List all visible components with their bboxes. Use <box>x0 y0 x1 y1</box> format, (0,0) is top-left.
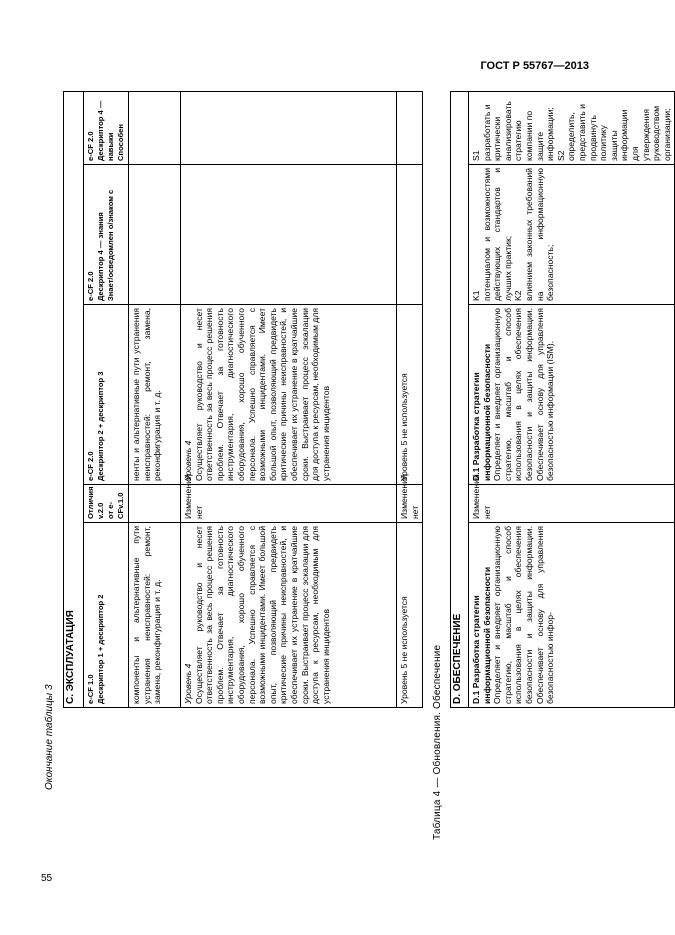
table4-c3 <box>469 305 675 485</box>
table3-row3-c4 <box>397 165 423 305</box>
table3-row1-c1: компоненты и альтернативные пути устранения неисправностей: ремонт, замена, реконфигурация и т. д. <box>129 523 181 708</box>
table3-row2-level-c1: Уровень 4 <box>183 663 193 704</box>
table3-row3-c3: Уровень 5 не используется <box>397 305 423 485</box>
table4-c1-title: D.1 Разработка стратегии информационной безопасности <box>471 566 492 704</box>
table4-c3-text: Определяет и внедряет организационную стратегию, масштаб и способ использования в целях обеспечения безопасности и защиты информации. Обеспечивает основу для управления безопасностью информации (ISM). <box>492 308 556 481</box>
table3-header-c1: e-CF 1.0 Дескриптор 1 + дескриптор 2 <box>84 523 129 708</box>
table3-header-c3: e-CF 2.0 Дескриптор 2 + дескриптор 3 <box>84 305 129 485</box>
page-number: 55 <box>41 873 53 884</box>
table3-row2-c5 <box>181 91 397 164</box>
table3-row2-level-c3: Уровень 4 <box>183 440 193 481</box>
table4 <box>450 91 675 708</box>
table3 <box>63 91 423 708</box>
table4-section-title: D. ОБЕСПЕЧЕНИЕ <box>451 91 469 707</box>
table3-header-c5: e-CF 2.0 Дескриптор 4 — навыки Способен <box>84 91 129 164</box>
table4-c4: K1 потенциалом и возможностями действующих стандартов и лучших практик; K2 влиянием законных требований на информационную безопасность; <box>469 165 675 305</box>
table3-row2-text-c3: Осуществляет руководство и несет ответственность за весь процесс решения проблем. Отвечает за готовность инструментария, диагностического оборудования, хорошо обученного персонала. Успешно справляется с возможными инцидентами. Имеет большой опыт, позволяющий предвидеть критические причины неисправностей, и обеспечивает их устранение в кратчайшие сроки. Выстраивает процесс эскалации для доступа к ресурсам, необходимым для устранения инцидентов <box>193 308 331 481</box>
table3-wrapper <box>63 92 420 708</box>
table3-row3-c2: Изменений нет <box>397 485 423 523</box>
table3-row1-c5 <box>129 91 181 164</box>
table3-row2-c4 <box>181 165 397 305</box>
table3-row3-c5 <box>397 91 423 164</box>
table4-c5: S1 разработать и критически анализировать стратегию компании по защите информации; S2 определить, представить и продвинуть политику защиты информации для утверждения руководством организации; <box>469 91 675 164</box>
document-header: ГОСТ Р 55767—2013 <box>480 60 589 72</box>
table3-row2-c3 <box>181 305 397 485</box>
table3-row2-c2: Изменений нет <box>181 485 397 523</box>
table3-header-c2: Отличия v.2.0 от e-CFv.1.0 <box>84 485 129 523</box>
table3-row1-c4 <box>129 165 181 305</box>
table4-caption: Таблица 4 — Обновления. Обеспечение <box>432 644 443 840</box>
table3-caption: Окончание таблицы 3 <box>44 684 55 790</box>
table3-row2-c1 <box>181 523 397 708</box>
table4-c3-title: D.1 Разработка стратегии информационной безопасности <box>471 343 492 481</box>
table3-row1-c3: ненты и альтернативные пути устранения неисправностей: ремонт, замена, реконфигурация и т. д. <box>129 305 181 485</box>
table4-c2: Изменений нет <box>469 485 675 523</box>
table3-row3-c1: Уровень 5 не используется <box>397 523 423 708</box>
table4-c1-text: Определяет и внедряет организационную стратегию, масштаб и способ использования в целях обеспечения безопасности и защиты информации. Обеспечивает основу для управления безопасностью инфор- <box>492 526 556 704</box>
table4-c1 <box>469 523 675 708</box>
table4-wrapper <box>450 92 672 708</box>
table3-header-c4: e-CF 2.0 Дескриптор 4 — знания Знает/осведомлен о/знаком с <box>84 165 129 305</box>
table3-row2-text-c1: Осуществляет руководство и несет ответственность за весь процесс решения проблем. Отвечает за готовность инструментария, диагностического оборудования, хорошо обученного персонала. Успешно справляется с возможными инцидентами. Имеет большой опыт, позволяющий предвидеть критические причины неисправностей, и обеспечивает их устранение в кратчайшие сроки. Выстраивает процесс эскалации для доступа к ресурсам, необходимым для устранения инцидентов <box>193 526 331 704</box>
table3-row1-c2 <box>129 485 181 523</box>
table3-section-title: C. ЭКСПЛУАТАЦИЯ <box>64 91 84 707</box>
